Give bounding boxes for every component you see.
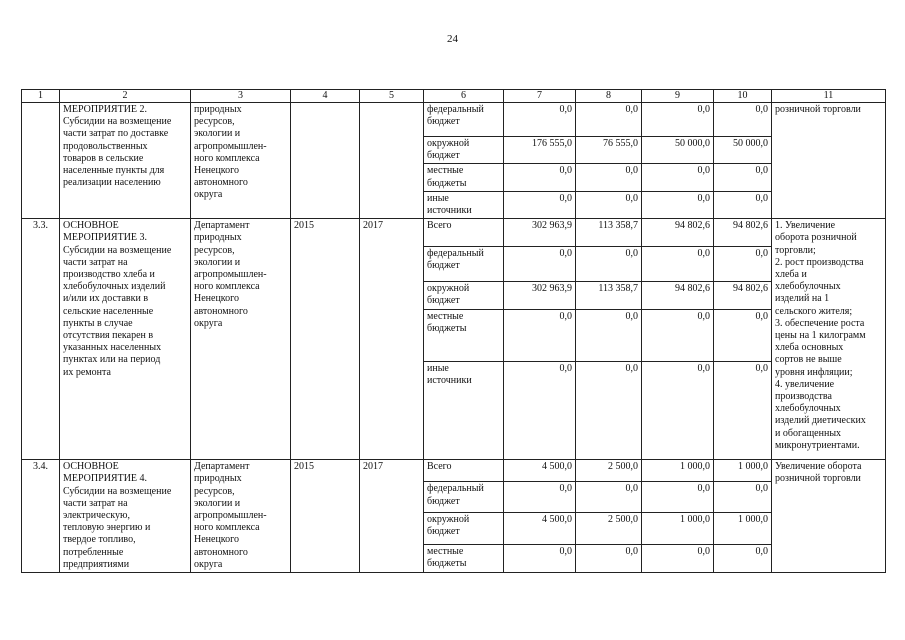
header-cell: 7 (504, 90, 576, 103)
value-cell: 2 500,0 (576, 512, 642, 544)
expected-result: Увеличение оборота розничной торговли (772, 460, 886, 573)
value-cell: 1 000,0 (714, 460, 772, 482)
funding-source: федеральный бюджет (424, 247, 504, 282)
event-description: ОСНОВНОЕ МЕРОПРИЯТИЕ 3. Субсидии на возмещение части затрат на производство хлеба и хлебобулочных изделий и/или их доставки в сельские населенные пункты в случае отсутствия пекарен в указанных населенных пунктах или на период их ремонта (60, 219, 191, 460)
item-number-cell: 3.4. (22, 460, 60, 573)
value-cell: 0,0 (642, 544, 714, 572)
event-description: ОСНОВНОЕ МЕРОПРИЯТИЕ 4. Субсидии на возмещение части затрат на электрическую, тепловую энергию и твердое топливо, потребленные предприятиями (60, 460, 191, 573)
value-cell: 0,0 (642, 164, 714, 191)
value-cell: 0,0 (576, 164, 642, 191)
funding-source: окружной бюджет (424, 512, 504, 544)
end-year-cell: 2017 (360, 219, 424, 460)
funding-source: иные источники (424, 362, 504, 460)
value-cell: 0,0 (504, 164, 576, 191)
funding-source: иные источники (424, 191, 504, 218)
value-cell: 0,0 (504, 247, 576, 282)
funding-source: местные бюджеты (424, 310, 504, 362)
funding-source: Всего (424, 460, 504, 482)
value-cell: 0,0 (714, 164, 772, 191)
value-cell: 0,0 (714, 544, 772, 572)
value-cell: 1 000,0 (642, 512, 714, 544)
item-number-cell: 3.3. (22, 219, 60, 460)
page-number: 24 (447, 33, 458, 45)
value-cell: 0,0 (642, 103, 714, 137)
value-cell: 0,0 (576, 191, 642, 218)
header-cell: 1 (22, 90, 60, 103)
value-cell: 113 358,7 (576, 219, 642, 247)
value-cell: 0,0 (504, 191, 576, 218)
funding-source: Всего (424, 219, 504, 247)
value-cell: 302 963,9 (504, 219, 576, 247)
executor-cell: Департамент природных ресурсов, экологии и агропромышлен- ного комплекса Ненецкого автономного округа (191, 460, 291, 573)
funding-source: окружной бюджет (424, 137, 504, 164)
value-cell: 0,0 (714, 247, 772, 282)
header-cell: 3 (191, 90, 291, 103)
value-cell: 113 358,7 (576, 282, 642, 310)
value-cell: 0,0 (714, 191, 772, 218)
value-cell: 302 963,9 (504, 282, 576, 310)
expected-result: розничной торговли (772, 103, 886, 219)
value-cell: 0,0 (576, 362, 642, 460)
start-year-cell (291, 103, 360, 219)
header-cell: 11 (772, 90, 886, 103)
value-cell: 1 000,0 (642, 460, 714, 482)
header-cell: 4 (291, 90, 360, 103)
value-cell: 0,0 (504, 482, 576, 512)
funding-source: местные бюджеты (424, 164, 504, 191)
value-cell: 0,0 (576, 247, 642, 282)
value-cell: 0,0 (642, 310, 714, 362)
header-cell: 8 (576, 90, 642, 103)
table-row (22, 219, 886, 247)
funding-source: федеральный бюджет (424, 103, 504, 137)
header-cell: 5 (360, 90, 424, 103)
value-cell: 0,0 (504, 362, 576, 460)
header-row (22, 90, 886, 103)
executor-cell: Департамент природных ресурсов, экологии и агропромышлен- ного комплекса Ненецкого автономного округа (191, 219, 291, 460)
header-cell: 10 (714, 90, 772, 103)
value-cell: 0,0 (576, 103, 642, 137)
value-cell: 0,0 (504, 103, 576, 137)
value-cell: 0,0 (642, 362, 714, 460)
end-year-cell: 2017 (360, 460, 424, 573)
value-cell: 50 000,0 (714, 137, 772, 164)
value-cell: 94 802,6 (714, 219, 772, 247)
funding-source: окружной бюджет (424, 282, 504, 310)
start-year-cell: 2015 (291, 460, 360, 573)
item-number-cell (22, 103, 60, 219)
value-cell: 94 802,6 (642, 282, 714, 310)
value-cell: 94 802,6 (642, 219, 714, 247)
value-cell: 0,0 (642, 247, 714, 282)
start-year-cell: 2015 (291, 219, 360, 460)
value-cell: 176 555,0 (504, 137, 576, 164)
funding-source: местные бюджеты (424, 544, 504, 572)
value-cell: 0,0 (714, 310, 772, 362)
value-cell: 94 802,6 (714, 282, 772, 310)
table-row (22, 460, 886, 482)
value-cell: 0,0 (576, 544, 642, 572)
end-year-cell (360, 103, 424, 219)
header-cell: 2 (60, 90, 191, 103)
expected-result: 1. Увеличение оборота розничной торговли; 2. рост производства хлеба и хлебобулочных изделий на 1 сельского жителя; 3. обеспечение роста цены на 1 килограмм хлеба основных сортов не выше уровня инфляции; 4. увеличение производства хлебобулочных изделий диетических и обогащенных микронутриентами. (772, 219, 886, 460)
event-description: МЕРОПРИЯТИЕ 2. Субсидии на возмещение части затрат по доставке продовольственных товаров в сельские населенные пункты для реализации населению (60, 103, 191, 219)
value-cell: 0,0 (576, 482, 642, 512)
value-cell: 50 000,0 (642, 137, 714, 164)
value-cell: 0,0 (642, 191, 714, 218)
value-cell: 0,0 (642, 482, 714, 512)
funding-source: федеральный бюджет (424, 482, 504, 512)
value-cell: 0,0 (714, 362, 772, 460)
value-cell: 0,0 (504, 544, 576, 572)
program-table (21, 89, 886, 573)
value-cell: 2 500,0 (576, 460, 642, 482)
value-cell: 1 000,0 (714, 512, 772, 544)
value-cell: 4 500,0 (504, 460, 576, 482)
value-cell: 76 555,0 (576, 137, 642, 164)
header-cell: 9 (642, 90, 714, 103)
header-cell: 6 (424, 90, 504, 103)
value-cell: 4 500,0 (504, 512, 576, 544)
value-cell: 0,0 (504, 310, 576, 362)
executor-cell: природных ресурсов, экологии и агропромышлен- ного комплекса Ненецкого автономного округа (191, 103, 291, 219)
value-cell: 0,0 (714, 482, 772, 512)
value-cell: 0,0 (714, 103, 772, 137)
table-row (22, 103, 886, 137)
value-cell: 0,0 (576, 310, 642, 362)
